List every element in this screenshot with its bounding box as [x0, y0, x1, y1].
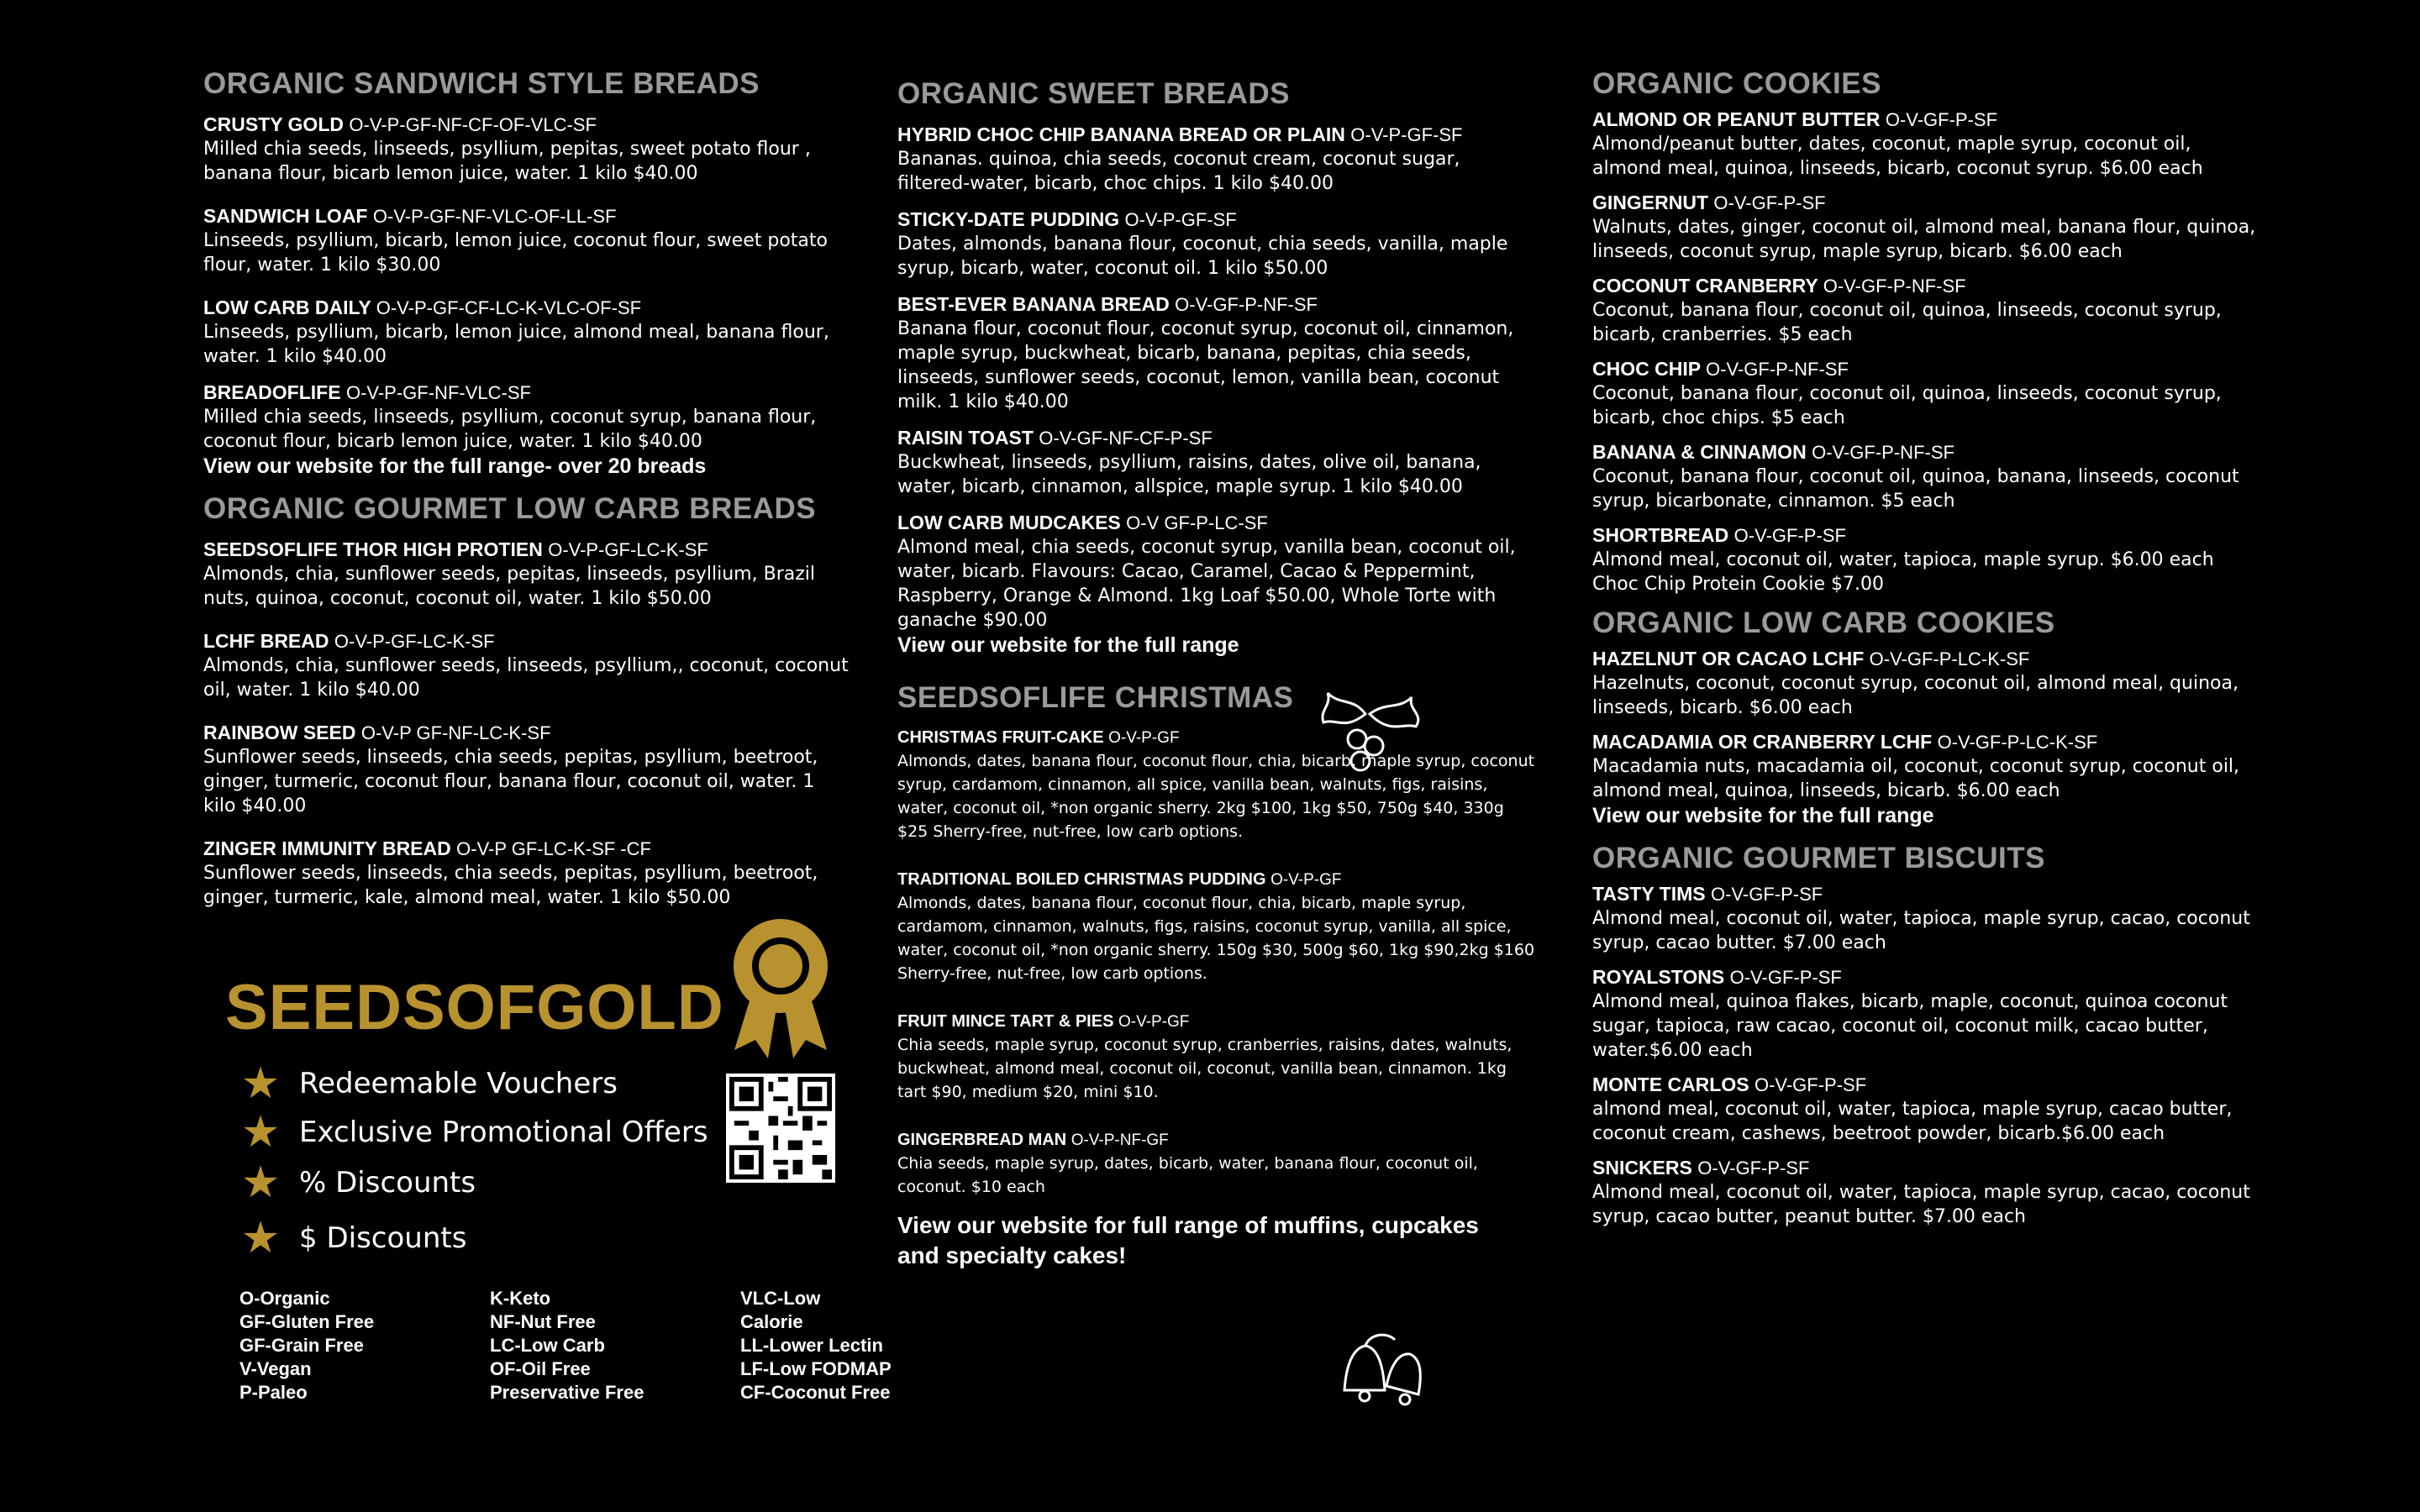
item-description: Almond meal, coconut oil, water, tapioca, maple syrup, cacao, coconut syrup, cacao butter. $7.00 each [1592, 908, 2250, 953]
perk-label: Exclusive Promotional Offers [299, 1116, 708, 1149]
item-code: O-V-GF-P-NF-SF [1812, 442, 1954, 463]
item-code: O-V-P-GF-SF [1350, 124, 1463, 145]
item-description: Chia seeds, maple syrup, coconut syrup, cranberries, raisins, dates, walnuts, buckwheat, almond meal, coconut oil, coconut, vanilla bean, cinnamon. 1kg tart $90, medium $20, mini $10. [897, 1036, 1512, 1101]
item-description: Dates, almonds, banana flour, coconut, chia seeds, vanilla, maple syrup, bicarb, water, coconut oil. 1 kilo $50.00 [897, 234, 1508, 279]
item-code: O-V-P-GF-LC-K-SF [334, 631, 495, 652]
section-title: ORGANIC SANDWICH STYLE BREADS [203, 67, 760, 100]
item-description: Coconut, banana flour, coconut oil, quinoa, linseeds, coconut syrup, bicarb, choc chips. $5 each [1592, 383, 2222, 428]
item-description: Sunflower seeds, linseeds, chia seeds, pepitas, psyllium, beetroot, ginger, turmeric, coconut flour, banana flour, coconut oil, water. 1 kilo $40.00 [203, 747, 818, 816]
menu-item [203, 538, 850, 611]
menu-item [203, 296, 850, 369]
item-description: Macadamia nuts, macadamia oil, coconut, coconut syrup, coconut oil, almond meal, quinoa, linseeds, bicarb. $6.00 each [1592, 756, 2240, 801]
section-title: ORGANIC COOKIES [1592, 67, 1881, 100]
item-code: O-V GF-P-LC-SF [1126, 512, 1268, 533]
award-rosette-icon [726, 916, 835, 1058]
menu-item [203, 721, 850, 818]
item-code: O-V-P-GF [1270, 871, 1342, 889]
item-description: Linseeds, psyllium, bicarb, lemon juice, almond meal, banana flour, water. 1 kilo $40.00 [203, 322, 829, 367]
item-name: MONTE CARLOS [1592, 1074, 1749, 1095]
legend-entry: LC-Low Carb [490, 1335, 605, 1356]
section-sweet-breads [897, 77, 1536, 658]
item-name: SHORTBREAD [1592, 524, 1729, 546]
item-description: Almond meal, coconut oil, water, tapioca, maple syrup. $6.00 each Choc Chip Protein Cookie $7.00 [1592, 549, 2214, 595]
item-name: BREADOFLIFE [203, 381, 341, 403]
item-name: COCONUT CRANBERRY [1592, 275, 1818, 297]
item-code: O-V-GF-P-NF-SF [1175, 294, 1318, 315]
item-name: ALMOND OR PEANUT BUTTER [1592, 108, 1881, 130]
perk-item [240, 1058, 618, 1109]
item-name: HAZELNUT OR CACAO LCHF [1592, 648, 1865, 669]
legend-entry: VLC-Low [740, 1288, 821, 1309]
section-title: SEEDSOFLIFE CHRISTMAS [897, 681, 1294, 714]
legend-entry: CF-Coconut Free [740, 1382, 891, 1403]
column-sandwich-breads [203, 67, 850, 928]
menu-item [203, 113, 850, 186]
item-code: O-V-GF-P-SF [1754, 1074, 1867, 1095]
item-description: Milled chia seeds, linseeds, psyllium, pepitas, sweet potato flour , banana flour, bicarb lemon juice, water. 1 kilo $40.00 [203, 139, 811, 184]
menu-item [1592, 730, 2265, 803]
legend-entry: K-Keto [490, 1288, 551, 1309]
item-name: GINGERNUT [1592, 192, 1708, 213]
menu-item [1592, 274, 2265, 347]
menu-item [1592, 523, 2265, 596]
star-icon: ★ [240, 1107, 281, 1158]
dietary-legend [239, 1287, 996, 1404]
item-name: RAINBOW SEED [203, 722, 356, 743]
perk-label: Redeemable Vouchers [299, 1067, 618, 1100]
perk-item [240, 1158, 476, 1208]
star-icon: ★ [240, 1213, 281, 1263]
item-code: O-V-P-GF [1108, 729, 1180, 747]
website-note: View our website for the full range [1592, 804, 1934, 827]
perk-label: $ Discounts [299, 1221, 467, 1255]
website-note: View our website for the full range [897, 633, 1239, 657]
menu-item [203, 204, 850, 277]
item-name: LOW CARB DAILY [203, 297, 371, 318]
legend-entry: LL-Lower Lectin [740, 1335, 883, 1356]
item-code: O-V-P-GF-NF-VLC-OF-LL-SF [372, 206, 617, 227]
menu-item [1592, 647, 2265, 720]
item-description: Coconut, banana flour, coconut oil, quinoa, linseeds, coconut syrup, bicarb, cranberries. $5 each [1592, 300, 2222, 345]
legend-entry: Preservative Free [490, 1382, 644, 1403]
section-low-carb-cookies [1592, 606, 2265, 828]
item-name: SEEDSOFLIFE THOR HIGH PROTIEN [203, 538, 543, 560]
star-icon: ★ [240, 1158, 281, 1208]
item-name: CHRISTMAS FRUIT-CAKE [897, 728, 1104, 747]
legend-entry: GF-Gluten Free [239, 1311, 375, 1332]
item-name: SANDWICH LOAF [203, 205, 368, 227]
item-description: Almond meal, quinoa flakes, bicarb, maple, coconut, quinoa coconut sugar, tapioca, raw cacao, coconut oil, coconut milk, cacao butter, water.$6.00 each [1592, 991, 2228, 1061]
perk-item [240, 1213, 466, 1263]
menu-item [203, 837, 850, 910]
menu-item [897, 1011, 1536, 1104]
menu-item [897, 207, 1536, 281]
menu-item [897, 511, 1519, 633]
item-description: Sunflower seeds, linseeds, chia seeds, pepitas, psyllium, beetroot, ginger, turmeric, kale, almond meal, water. 1 kilo $50.00 [203, 863, 818, 908]
item-description: Hazelnuts, coconut, coconut syrup, coconut oil, almond meal, quinoa, linseeds, bicarb. $6.00 each [1592, 673, 2238, 718]
section-title: ORGANIC LOW CARB COOKIES [1592, 606, 2055, 639]
legend-entry: OF-Oil Free [490, 1358, 591, 1379]
menu-item [897, 292, 1536, 414]
item-description: Almonds, chia, sunflower seeds, pepitas, linseeds, psyllium, Brazil nuts, quinoa, coconut, coconut oil, water. 1 kilo $50.00 [203, 564, 815, 609]
menu-item [897, 123, 1536, 196]
item-name: TRADITIONAL BOILED CHRISTMAS PUDDING [897, 870, 1266, 889]
item-name: LCHF BREAD [203, 630, 329, 652]
item-name: SNICKERS [1592, 1157, 1692, 1179]
item-code: O-V-GF-P-LC-K-SF [1937, 732, 2098, 753]
section-title: ORGANIC GOURMET BISCUITS [1592, 842, 2045, 874]
column-sweet-breads [897, 77, 1536, 1284]
item-code: O-V-P GF-NF-LC-K-SF [360, 722, 551, 743]
website-note: View our website for full range of muffins, cupcakes and specialty cakes! [897, 1212, 1479, 1268]
item-code: O-V-GF-P-SF [1713, 192, 1826, 213]
item-code: O-V-P-GF-CF-LC-K-VLC-OF-SF [376, 297, 642, 318]
item-description: Almonds, dates, banana flour, coconut flour, chia, bicarb, maple syrup, coconut syrup, cardamom, cinnamon, all spice, vanilla bean, walnuts, figs, raisins, water, coconut oil, *non organic sherry. 2kg $100, 1kg $50, 750g $40, 330g $25 Sherry-free, nut-free, low carb options. [897, 752, 1535, 841]
item-description: Coconut, banana flour, coconut oil, quinoa, banana, linseeds, coconut syrup, bicarbonate, cinnamon. $5 each [1592, 466, 2239, 512]
item-description: Buckwheat, linseeds, psyllium, raisins, dates, olive oil, banana, water, bicarb, cinnamon, allspice, maple syrup. 1 kilo $40.00 [897, 452, 1481, 497]
item-code: O-V-GF-P-LC-K-SF [1869, 648, 2030, 669]
item-name: LOW CARB MUDCAKES [897, 512, 1121, 533]
column-cookies [1592, 67, 2265, 1229]
item-name: FRUIT MINCE TART & PIES [897, 1012, 1114, 1031]
item-code: O-V-GF-P-NF-SF [1706, 359, 1849, 380]
menu-item [1592, 1073, 2265, 1146]
item-name: GINGERBREAD MAN [897, 1131, 1067, 1149]
menu-item [897, 869, 1536, 985]
section-title: ORGANIC SWEET BREADS [897, 77, 1290, 110]
item-code: O-V-GF-NF-CF-P-SF [1039, 428, 1213, 449]
item-code: O-V-GF-P-SF [1729, 967, 1842, 988]
brand-title: SEEDSOFGOLD [225, 972, 724, 1043]
menu-item [1592, 357, 2265, 430]
star-icon: ★ [240, 1058, 281, 1109]
item-description: Milled chia seeds, linseeds, psyllium, coconut syrup, banana flour, coconut flour, bicarb lemon juice, water. 1 kilo $40.00 [203, 407, 817, 452]
item-code: O-V-P-GF-NF-VLC-SF [345, 382, 531, 403]
seedsofgold-promo [222, 916, 860, 1285]
qr-code-icon [729, 1077, 832, 1179]
holly-icon [1307, 680, 1433, 781]
menu-item [203, 629, 850, 702]
item-name: ZINGER IMMUNITY BREAD [203, 837, 451, 859]
item-description: Almonds, dates, banana flour, coconut flour, chia, bicarb, maple syrup, cardamom, cinnamon, walnuts, figs, raisins, coconut syrup, vanilla, all spice, water, coconut oil, *non organic sherry. 150g $30, 500g $60, 1kg $90,2kg $160 Sherry-free, nut-free, low carb options. [897, 894, 1535, 983]
item-name: ROYALSTONS [1592, 966, 1725, 988]
item-description: Linseeds, psyllium, bicarb, lemon juice, coconut flour, sweet potato flour, water. 1 kilo $30.00 [203, 230, 828, 276]
legend-column [239, 1287, 490, 1404]
item-description: Almond meal, coconut oil, water, tapioca, maple syrup, cacao, coconut syrup, cacao butter, peanut butter. $7.00 each [1592, 1182, 2250, 1227]
qr-code[interactable] [726, 1074, 835, 1183]
item-name: CHOC CHIP [1592, 358, 1701, 380]
item-description: almond meal, coconut oil, water, tapioca, maple syrup, cacao butter, coconut cream, cashews, beetroot powder, bicarb.$6.00 each [1592, 1099, 2233, 1144]
item-code: O-V-P GF-LC-K-SF -CF [456, 838, 651, 859]
item-code: O-V-GF-P-NF-SF [1823, 276, 1966, 297]
item-description: Bananas. quinoa, chia seeds, coconut cream, coconut sugar, filtered-water, bicarb, choc chips. 1 kilo $40.00 [897, 149, 1460, 194]
legend-entry: Calorie [740, 1311, 803, 1332]
item-description: Almond meal, chia seeds, coconut syrup, vanilla bean, coconut oil, water, bicarb. Flavours: Cacao, Caramel, Cacao & Peppermint, Raspberry, Orange & Almond. 1kg Loaf $50.00, Whole Torte with ganache $90.00 [897, 537, 1516, 631]
section-low-carb-breads [203, 492, 850, 910]
menu-item [1592, 1156, 2265, 1229]
section-sandwich-breads [203, 67, 850, 479]
item-description: Almond/peanut butter, dates, coconut, maple syrup, coconut oil, almond meal, quinoa, linseeds, bicarb, coconut syrup. $6.00 each [1592, 134, 2203, 179]
item-description: Almonds, chia, sunflower seeds, linseeds, psyllium,, coconut, coconut oil, water. 1 kilo $40.00 [203, 655, 849, 701]
item-code: O-V-P-NF-GF [1071, 1131, 1169, 1149]
legend-entry: NF-Nut Free [490, 1311, 596, 1332]
item-code: O-V-P-GF-SF [1124, 209, 1237, 230]
item-name: BEST-EVER BANANA BREAD [897, 293, 1170, 315]
item-description: Chia seeds, maple syrup, dates, bicarb, water, banana flour, coconut oil, coconut. $10 each [897, 1154, 1478, 1196]
item-name: HYBRID CHOC CHIP BANANA BREAD OR PLAIN [897, 123, 1345, 145]
item-name: MACADAMIA OR CRANBERRY LCHF [1592, 731, 1933, 753]
menu-item [1592, 882, 2265, 955]
item-description: Walnuts, dates, ginger, coconut oil, almond meal, banana flour, quinoa, linseeds, coconut syrup, maple syrup, bicarb. $6.00 each [1592, 217, 2256, 262]
perk-item [240, 1107, 708, 1158]
menu-item [1592, 440, 2265, 513]
item-code: O-V-GF-P-SF [1885, 109, 1998, 130]
legend-entry: V-Vegan [239, 1358, 312, 1379]
legend-column [490, 1287, 740, 1404]
legend-entry: P-Paleo [239, 1382, 308, 1403]
perk-label: % Discounts [299, 1166, 476, 1200]
menu-item [897, 426, 1536, 499]
menu-item [1592, 965, 2265, 1063]
item-name: RAISIN TOAST [897, 427, 1034, 449]
section-christmas [897, 681, 1536, 1271]
item-name: BANANA & CINNAMON [1592, 441, 1807, 463]
menu-item [897, 727, 1536, 843]
menu-item [897, 1129, 1536, 1199]
item-code: O-V-P-GF [1118, 1013, 1190, 1031]
item-description: Banana flour, coconut flour, coconut syrup, coconut oil, cinnamon, maple syrup, buckwheat, bicarb, banana, pepitas, chia seeds, linseeds, sunflower seeds, coconut, lemon, vanilla bean, coconut milk. 1 kilo $40.00 [897, 318, 1514, 412]
menu-item [1592, 108, 2265, 181]
menu-item [1592, 191, 2265, 264]
legend-column [740, 1287, 959, 1404]
item-code: O-V-P-GF-NF-CF-OF-VLC-SF [349, 114, 597, 135]
legend-entry: O-Organic [239, 1288, 330, 1309]
item-code: O-V-GF-P-SF [1733, 525, 1846, 546]
item-code: O-V-P-GF-LC-K-SF [548, 539, 708, 560]
menu-item [203, 381, 850, 454]
item-name: CRUSTY GOLD [203, 113, 344, 135]
website-note: View our website for the full range- over 20 breads [203, 454, 707, 478]
item-code: O-V-GF-P-SF [1711, 884, 1823, 905]
legend-entry: GF-Grain Free [239, 1335, 364, 1356]
item-name: TASTY TIMS [1592, 883, 1706, 905]
bells-icon [1328, 1327, 1437, 1411]
item-code: O-V-GF-P-SF [1697, 1158, 1810, 1179]
section-title: ORGANIC GOURMET LOW CARB BREADS [203, 492, 817, 525]
section-gourmet-biscuits [1592, 842, 2265, 1229]
legend-entry: LF-Low FODMAP [740, 1358, 892, 1379]
item-name: STICKY-DATE PUDDING [897, 208, 1120, 230]
section-cookies [1592, 67, 2265, 596]
